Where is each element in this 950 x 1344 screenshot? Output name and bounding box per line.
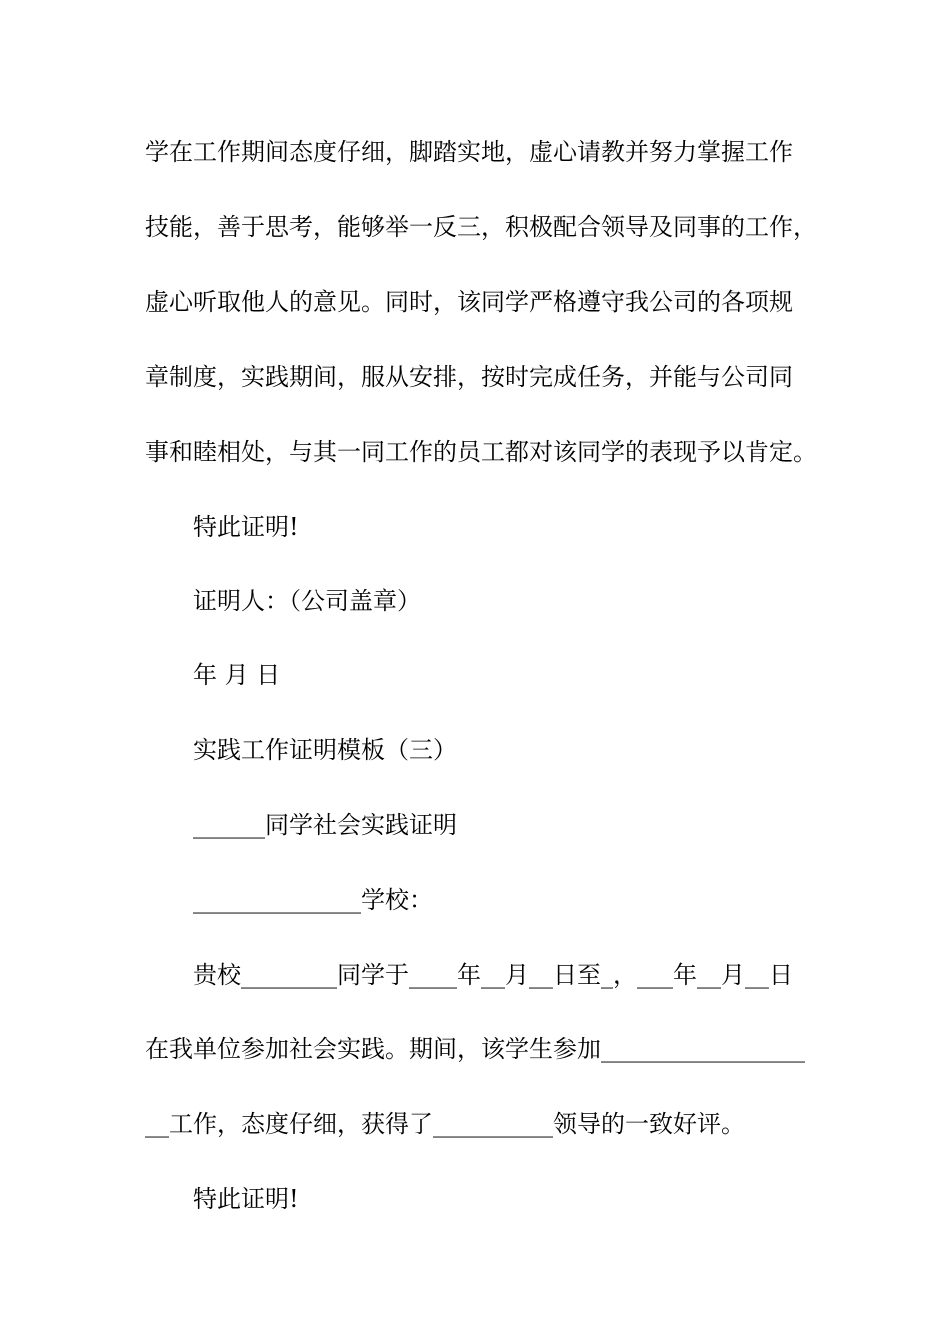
paragraph-line-3: 虚心听取他人的意见。同时，该同学严格遵守我公司的各项规 — [145, 288, 793, 316]
paragraph-line-2: 技能，善于思考，能够举一反三，积极配合领导及同事的工作， — [145, 213, 817, 241]
body-line-3: __工作，态度仔细，获得了__________领导的一致好评。 — [145, 1110, 745, 1138]
certify-line-2: 特此证明! — [193, 1185, 299, 1213]
school-salutation: ______________学校： — [193, 886, 433, 914]
date-line: 年 月 日 — [193, 661, 281, 689]
body-line-1: 贵校________同学于____年__月__日至_，___年__月__日 — [193, 961, 793, 989]
template-heading: 实践工作证明模板（三） — [193, 736, 457, 764]
paragraph-line-5: 事和睦相处，与其一同工作的员工都对该同学的表现予以肯定。 — [145, 438, 817, 466]
certify-line: 特此证明! — [193, 513, 299, 541]
certifier-line: 证明人：（公司盖章） — [193, 587, 421, 615]
body-line-2: 在我单位参加社会实践。期间，该学生参加_________________ — [145, 1035, 805, 1063]
certificate-title: ______同学社会实践证明 — [193, 811, 457, 839]
paragraph-line-1: 学在工作期间态度仔细，脚踏实地，虚心请教并努力掌握工作 — [145, 138, 793, 166]
paragraph-line-4: 章制度，实践期间，服从安排，按时完成任务，并能与公司同 — [145, 363, 793, 391]
